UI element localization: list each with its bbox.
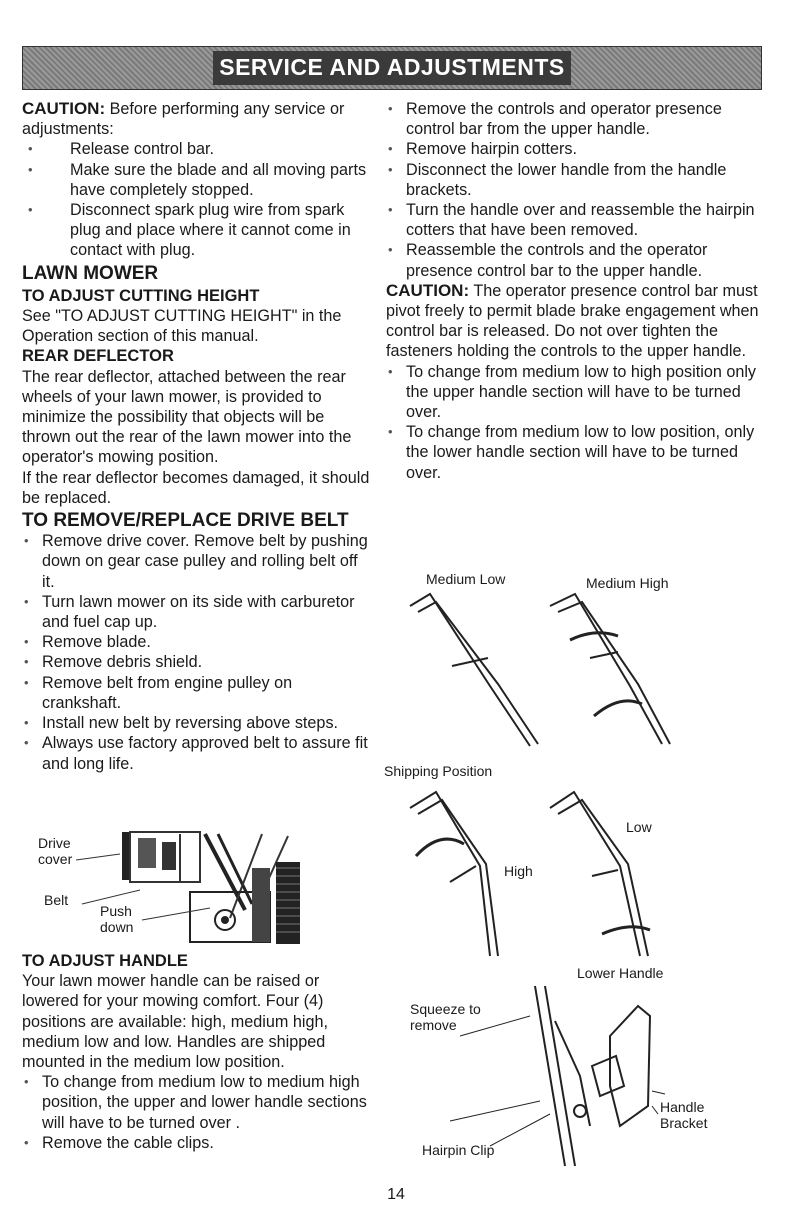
cutting-height-heading: TO ADJUST CUTTING HEIGHT xyxy=(22,286,260,305)
list-item: • Install new belt by reversing above steps. xyxy=(22,713,374,733)
caution-label-2: CAUTION: xyxy=(386,280,470,300)
push-down-label: Push down xyxy=(100,903,134,935)
caution-paragraph xyxy=(22,99,374,139)
adjust-handle-text: Your lawn mower handle can be raised or lowered for your mowing comfort. Four (4) positions are available: high, medium high, medium low and low. Handles are shipped mounted in the medium low position. xyxy=(22,972,328,1072)
lower-handle-label: Lower Handle xyxy=(577,965,664,981)
shipping-position-label: Shipping Position xyxy=(384,763,493,779)
medium-low-label: Medium Low xyxy=(426,571,506,587)
rear-deflector-text: The rear deflector, attached between the rear wheels of your lawn mower, is provided to minimize the possibility that objects will be thrown out the rear of the lawn mower into the operator's mowing position. xyxy=(22,367,352,467)
handle-steps-list xyxy=(386,99,762,281)
page-title: SERVICE AND ADJUSTMENTS xyxy=(219,54,565,80)
drive-cover-label: Drive cover xyxy=(38,835,73,867)
list-item: • Disconnect the lower handle from the handle brackets. xyxy=(386,160,762,200)
caution-label: CAUTION: xyxy=(22,99,106,118)
lawn-mower-heading: LAWN MOWER xyxy=(22,262,159,284)
list-item: • To change from medium low to medium high position, the upper and lower handle sections will have to be turned over . xyxy=(22,1072,374,1133)
rear-deflector-text-2: If the rear deflector becomes damaged, it should be replaced. xyxy=(22,468,370,507)
list-item: • Make sure the blade and all moving parts have completely stopped. xyxy=(22,160,374,200)
left-column xyxy=(22,99,374,774)
drive-belt-heading: TO REMOVE/REPLACE DRIVE BELT xyxy=(22,510,349,532)
rear-deflector-heading: REAR DEFLECTOR xyxy=(22,347,174,366)
list-item: • Turn the handle over and reassemble the hairpin cotters that have been removed. xyxy=(386,200,762,240)
section-banner xyxy=(22,46,762,90)
medium-high-label: Medium High xyxy=(586,575,669,591)
list-item: • Remove drive cover. Remove belt by pushing down on gear case pulley and rolling belt off it. xyxy=(22,531,374,592)
handle-diagram xyxy=(380,566,780,1186)
list-item: • To change from medium low to low position, only the lower handle section will have to be turned over. xyxy=(386,422,762,483)
list-item: • Remove hairpin cotters. xyxy=(386,139,762,159)
handle-positions-figure xyxy=(380,566,780,1186)
right-column xyxy=(386,99,762,483)
drive-belt-figure xyxy=(30,828,330,948)
caution-text: Before performing any service or adjustments: xyxy=(22,100,345,139)
caution-text-2: The operator presence control bar must pivot freely to permit blade brake engagement when control bar is released. Do not over tighten the fasteners holding the controls to the upper handle. xyxy=(386,281,759,361)
handle-bracket-label: Handle Bracket xyxy=(660,1099,708,1131)
list-item: • Remove blade. xyxy=(22,632,374,652)
cutting-height-text: See "TO ADJUST CUTTING HEIGHT" in the Operation section of this manual. xyxy=(22,307,342,346)
list-item: • Release control bar. xyxy=(22,139,374,159)
adjust-handle-section xyxy=(22,951,374,1153)
list-item: • Remove belt from engine pulley on crankshaft. xyxy=(22,673,374,713)
list-item: • Disconnect spark plug wire from spark plug and place where it cannot come in contact with plug. xyxy=(22,200,374,261)
belt-label: Belt xyxy=(44,892,69,908)
caution-list xyxy=(22,139,374,260)
drive-belt-list xyxy=(22,531,374,773)
list-item: • Always use factory approved belt to assure fit and long life. xyxy=(22,733,374,773)
list-item: • To change from medium low to high position only the upper handle section will have to be turned over. xyxy=(386,362,762,423)
page-number: 14 xyxy=(387,1186,405,1203)
low-label: Low xyxy=(626,819,652,835)
squeeze-to-remove-label: Squeeze to remove xyxy=(410,1001,481,1033)
adjust-handle-list xyxy=(22,1072,374,1153)
hairpin-clip-label: Hairpin Clip xyxy=(422,1142,495,1158)
caution-paragraph-2 xyxy=(386,281,762,362)
list-item: • Remove the cable clips. xyxy=(22,1133,374,1153)
list-item: • Reassemble the controls and the operator presence control bar to the upper handle. xyxy=(386,240,762,280)
list-item: • Remove the controls and operator presence control bar from the upper handle. xyxy=(386,99,762,139)
list-item: • Turn lawn mower on its side with carburetor and fuel cap up. xyxy=(22,592,374,632)
high-label: High xyxy=(504,863,533,879)
adjust-handle-heading: TO ADJUST HANDLE xyxy=(22,952,188,970)
list-item: • Remove debris shield. xyxy=(22,652,374,672)
change-steps-list xyxy=(386,362,762,483)
